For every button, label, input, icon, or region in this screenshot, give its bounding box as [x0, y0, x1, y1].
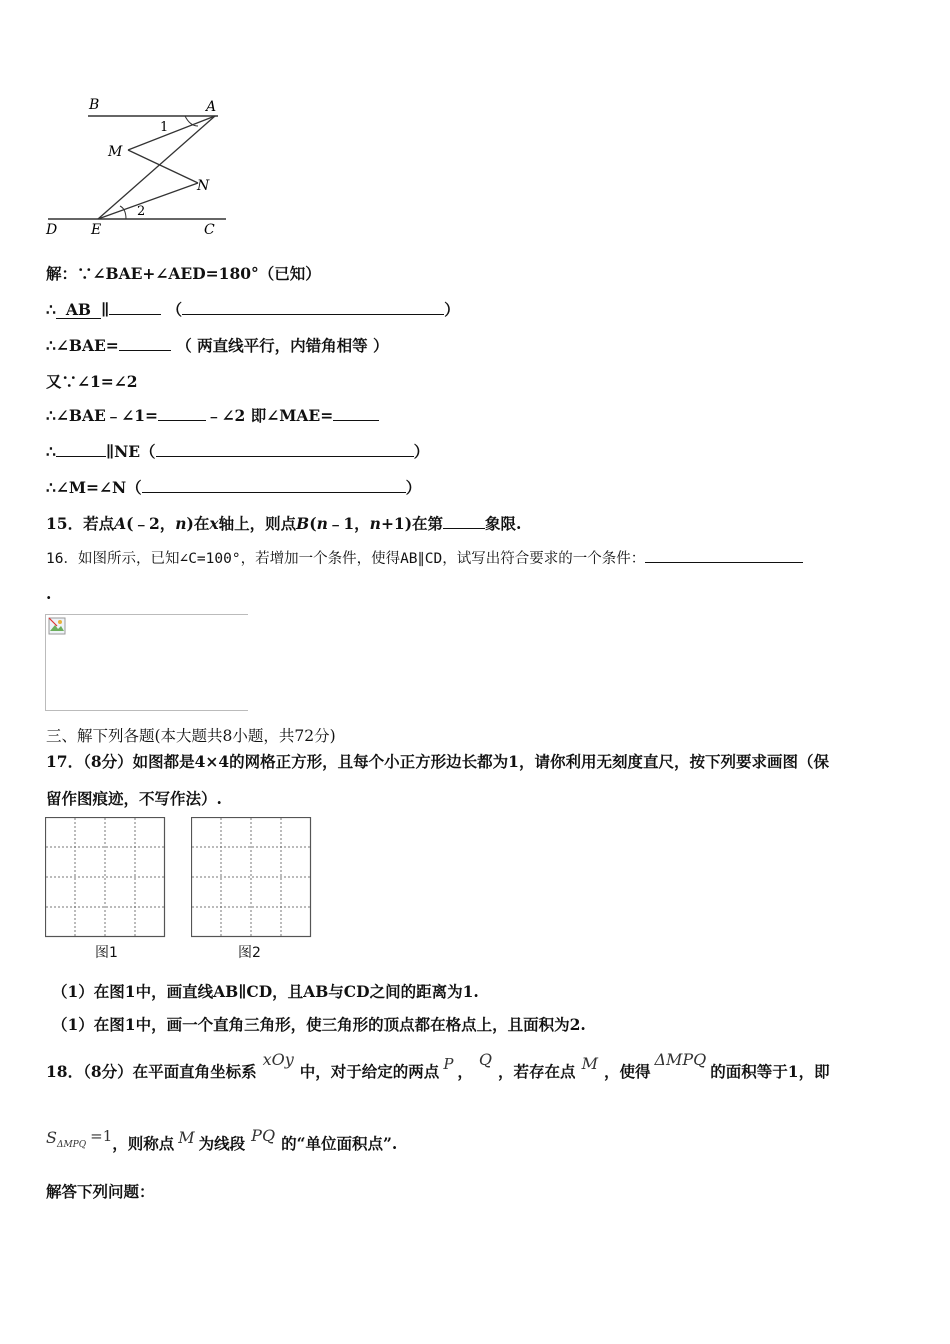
question-15: 15．若点A(﹣2，n)在x轴上，则点B(n﹣1，n+1)在第 象限.	[46, 514, 522, 533]
label-angle-1: 1	[160, 120, 169, 135]
label-e: E	[91, 222, 102, 238]
question-17-part-1: （1）在图1中，画直线AB∥CD，且AB与CD之间的距离为1.	[52, 982, 479, 1001]
proof-line-4: 又∵∠1=∠2	[46, 372, 138, 391]
blank-reason-1[interactable]	[182, 300, 444, 315]
proof-line-2: ∴ AB ∥ （ ）	[46, 300, 460, 319]
grid-figure-1	[45, 817, 166, 938]
blank-quadrant[interactable]	[443, 514, 485, 529]
blank-reason-2[interactable]	[156, 442, 414, 457]
blank-parallel-line[interactable]	[109, 300, 161, 315]
label-d: D	[46, 222, 58, 238]
grid-figure-1-caption: 图1	[95, 945, 118, 961]
label-a: A	[206, 99, 217, 115]
blank-angle[interactable]	[119, 336, 171, 351]
blank-condition[interactable]	[645, 548, 803, 563]
question-18-line-1: 18．（8分）在平面直角坐标系xOy中，对于给定的两点 P ，Q，若存在点 M ，使得ΔMPQ的面积等于1，即	[46, 1050, 830, 1081]
question-16: 16．如图所示，已知∠C=100°，若增加一个条件，使得AB∥CD，试写出符合要求的一个条件：	[46, 547, 803, 568]
label-c: C	[204, 222, 215, 238]
proof-line-6: ∴ ∥NE（ ）	[46, 442, 430, 461]
angle-2-arc	[120, 206, 126, 219]
proof-line-3: ∴∠BAE= （ 两直线平行，内错角相等 ）	[46, 336, 389, 355]
label-m: M	[108, 144, 123, 160]
proof-line-5: ∴∠BAE﹣∠1= ﹣∠2 即∠MAE=	[46, 404, 379, 426]
broken-image-placeholder	[45, 614, 248, 711]
blank-line-am[interactable]	[56, 442, 106, 457]
segment-ae	[98, 116, 215, 219]
blank-ab[interactable]: AB	[56, 302, 101, 319]
question-17-part-2: （1）在图1中，画一个直角三角形，使三角形的顶点都在格点上，且面积为2.	[52, 1015, 586, 1034]
segment-ne	[98, 183, 198, 219]
proof-line-7: ∴∠M=∠N（ ）	[46, 478, 422, 497]
question-17-line-1: 17．（8分）如图都是4×4的网格正方形，且每个小正方形边长都为1，请你利用无刻度直尺，按下列要求画图（保	[46, 752, 829, 771]
broken-image-icon	[48, 617, 66, 635]
segment-am	[128, 116, 215, 150]
blank-reason-3[interactable]	[142, 478, 406, 493]
question-18-line-2: SΔMPQ =1，则称点 M 为线段 PQ 的“单位面积点”.	[46, 1126, 398, 1153]
blank-angle-2[interactable]	[158, 406, 206, 421]
section-3-title: 三、解下列各题(本大题共8小题，共72分)	[46, 727, 336, 745]
geometry-figure	[40, 95, 240, 240]
label-angle-2: 2	[137, 204, 146, 219]
label-b: B	[89, 97, 100, 113]
blank-angle-3[interactable]	[333, 406, 379, 421]
answer-prompt: 解答下列问题：	[46, 1182, 155, 1201]
angle-1-arc	[185, 116, 198, 126]
label-n: N	[197, 178, 210, 194]
question-17-line-2: 留作图痕迹，不写作法）.	[46, 789, 222, 808]
grid-figure-2	[191, 817, 312, 938]
grid-figure-2-caption: 图2	[238, 945, 261, 961]
segment-mn	[128, 150, 198, 183]
proof-line-1: 解：∵∠BAE+∠AED=180°（已知）	[46, 264, 321, 283]
question-16-dot: .	[46, 584, 52, 603]
